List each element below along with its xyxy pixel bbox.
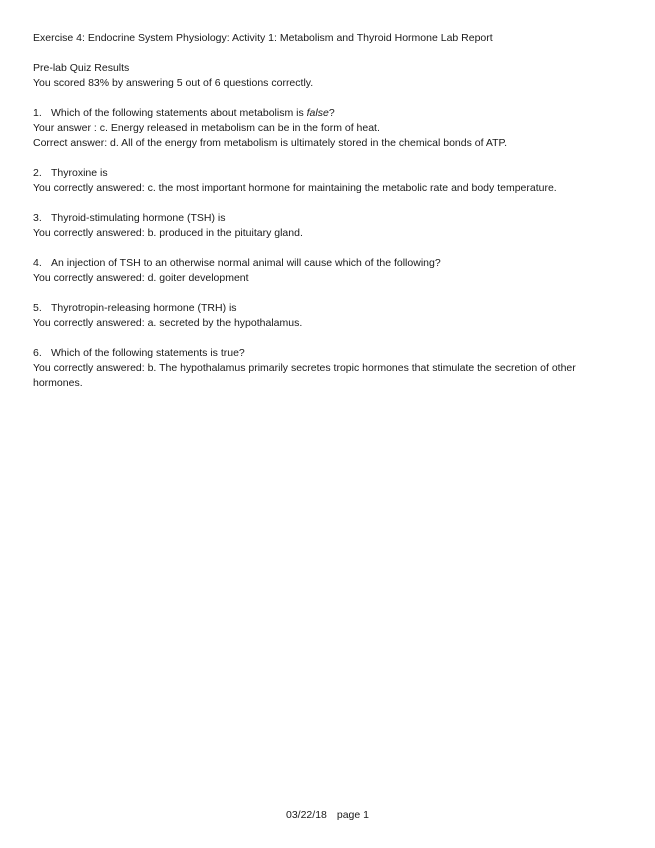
question-number: 6. [33, 347, 42, 359]
question-6 [33, 346, 623, 391]
question-prompt [33, 301, 623, 316]
question-prompt [33, 211, 623, 226]
score-summary: You scored 83% by answering 5 out of 6 questions correctly. [33, 77, 314, 89]
answer-result: You correctly answered: a. secreted by the hypothalamus. [33, 317, 303, 329]
question-4 [33, 256, 623, 286]
report-title: Exercise 4: Endocrine System Physiology: Activity 1: Metabolism and Thyroid Hormone Lab Report [33, 32, 493, 44]
answer-result: You correctly answered: b. produced in the pituitary gland. [33, 227, 303, 239]
prompt-text: An injection of TSH to an otherwise normal animal will cause which of the following? [51, 257, 441, 269]
results-heading: Pre-lab Quiz Results [33, 62, 130, 74]
footer-page-number: page 1 [336, 809, 369, 821]
footer-date: 03/22/18 [286, 809, 327, 821]
quiz-results-section [33, 61, 623, 91]
prompt-text: Thyroxine is [51, 167, 108, 179]
prompt-emphasis: false [306, 107, 329, 119]
prompt-text: Which of the following statements about metabolism is [51, 107, 307, 119]
question-3 [33, 211, 623, 241]
question-prompt [33, 166, 623, 181]
prompt-text: Thyrotropin-releasing hormone (TRH) is [51, 302, 237, 314]
answer-result: You correctly answered: b. The hypothalamus primarily secretes tropic hormones that stimulate the secretion of other hormones. [33, 362, 576, 389]
question-prompt [33, 346, 623, 361]
question-2 [33, 166, 623, 196]
report-body [33, 31, 623, 391]
question-5 [33, 301, 623, 331]
answer-result: You correctly answered: c. the most important hormone for maintaining the metabolic rate and body temperature. [33, 182, 557, 194]
prompt-suffix: ? [328, 107, 335, 119]
question-prompt [33, 256, 623, 271]
question-prompt [33, 106, 623, 121]
your-answer: Your answer : c. Energy released in metabolism can be in the form of heat. [33, 122, 380, 134]
correct-answer: Correct answer: d. All of the energy from metabolism is ultimately stored in the chemical bonds of ATP. [33, 137, 508, 149]
question-number: 1. [33, 107, 42, 119]
prompt-text: Thyroid-stimulating hormone (TSH) is [51, 212, 226, 224]
question-number: 3. [33, 212, 42, 224]
prompt-text: Which of the following statements is true? [51, 347, 245, 359]
question-number: 4. [33, 257, 42, 269]
question-number: 2. [33, 167, 42, 179]
page-footer [0, 808, 655, 823]
question-1 [33, 106, 623, 151]
answer-result: You correctly answered: d. goiter development [33, 272, 249, 284]
question-number: 5. [33, 302, 42, 314]
